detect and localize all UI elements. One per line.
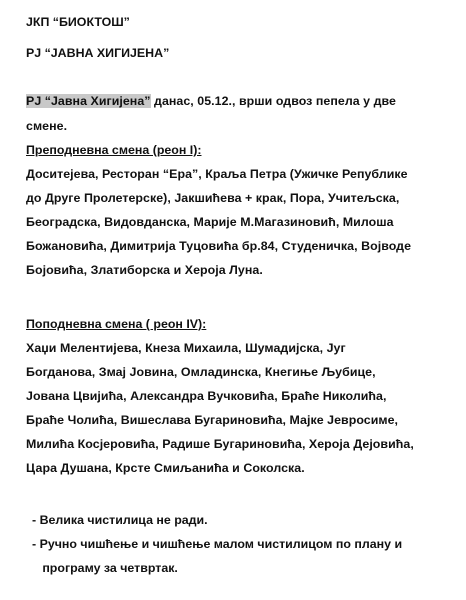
intro-line-2: смене. [26,119,68,133]
morning-heading: Преподневна смена (реон I): [26,143,202,157]
afternoon-line: Милића Косјеровића, Радише Бугариновића, Хероја Дејовића, [26,437,414,451]
org-name: ЈКП “БИОКТОШ” [26,15,130,29]
unit-name: РЈ “ЈАВНА ХИГИЈЕНА” [26,46,170,60]
afternoon-line: Хаџи Мелентијева, Кнеза Михаила, Шумадијска, Југ [26,341,346,355]
afternoon-line: Цара Душана, Крсте Смиљанића и Соколска. [26,461,305,475]
afternoon-line: Јована Цвијића, Александра Вучковића, Браће Николића, [26,389,387,403]
afternoon-heading: Поподневна смена ( реон IV): [26,317,207,331]
highlighted-unit: РЈ “Јавна Хигијена” [26,94,151,108]
morning-line: до Друге Пролетерске), Јакшићева + крак, Пора, Учитељска, [26,191,400,205]
morning-line: Бојовића, Златиборска и Хероја Луна. [26,263,263,277]
afternoon-line: Богданова, Змај Јовина, Омладинска, Кнегиње Љубице, [26,365,376,379]
note-line: програму за четвртак. [32,561,178,575]
note-line: - Велика чистилица не ради. [32,513,208,527]
morning-line: Београдска, Видовданска, Марије М.Магазиновић, Милоша [26,215,394,229]
note-line: - Ручно чишћење и чишћење малом чистилицом по плану и [32,537,403,551]
afternoon-line: Браће Чолића, Вишеслава Бугариновића, Мајке Јевросиме, [26,413,399,427]
morning-line: Доситејева, Ресторан “Ера”, Краља Петра (Ужичке Републике [26,167,408,181]
intro-line-1 [26,93,396,109]
intro-text: данас, 05.12., врши одвоз пепела у две [150,94,396,108]
morning-line: Божановића, Димитрија Туцовића бр.84, Студеничка, Војводе [26,239,412,253]
